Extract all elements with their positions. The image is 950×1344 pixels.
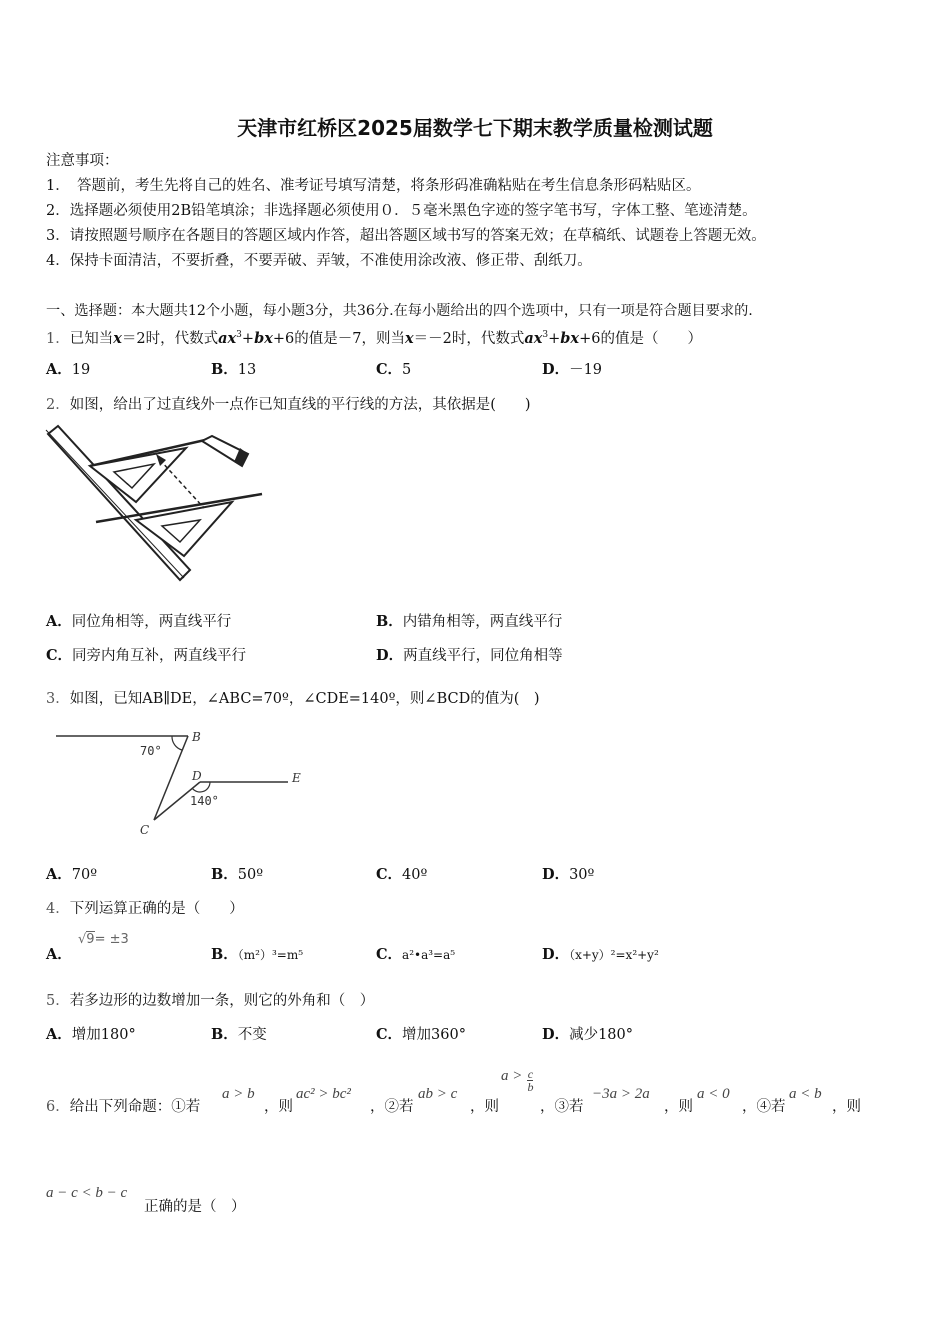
q6-text-3: ，②若 (370, 1099, 414, 1115)
q6-text-4: ，则 (470, 1099, 499, 1115)
notice-item-3: 3．请按照题号顺序在各题目的答题区域内作答，超出答题区域书写的答案无效；在草稿纸、试题卷上答题无效。 (46, 228, 766, 244)
question-4: 4．下列运算正确的是（ ） (46, 901, 244, 917)
q6-math-1: a > b (222, 1086, 255, 1102)
q6-math-3: ab > c (418, 1086, 458, 1102)
point-d-label: D (192, 769, 202, 783)
page-title: 天津市红桥区2025届数学七下期末教学质量检测试题 (237, 116, 713, 140)
q1-option-b[interactable]: B．13 (211, 361, 257, 378)
q6-math-6: a < 0 (697, 1086, 730, 1102)
q2-figure (44, 424, 266, 586)
q5-option-a[interactable]: A．增加180° (46, 1026, 136, 1043)
notice-item-2: 2．选择题必须使用2B铅笔填涂；非选择题必须使用０．５毫米黑色字迹的签字笔书写，字体工整、笔迹清楚。 (46, 203, 757, 219)
q3-option-a[interactable]: A．70º (46, 866, 98, 883)
q5-option-d[interactable]: D．减少180° (542, 1026, 634, 1043)
q1-option-a[interactable]: A．19 (46, 361, 91, 378)
q2-option-c[interactable]: C．同旁内角互补，两直线平行 (46, 647, 247, 664)
q4-option-b[interactable]: B．（m²）³=m⁵ (211, 946, 304, 963)
point-b-label: B (192, 730, 201, 744)
point-c-label: C (140, 823, 150, 837)
question-5: 5．若多边形的边数增加一条，则它的外角和（ ） (46, 993, 375, 1009)
q4-option-d[interactable]: D．（x+y）²=x²+y² (542, 946, 659, 963)
q6-text-1: 6．给出下列命题：①若 (46, 1099, 201, 1115)
question-1: 1．已知当x＝2时，代数式$ax^3+bx+6$的值是－7，则当x＝－2时，代数式$ax^3+bx+6$的值是（ ） (46, 329, 702, 347)
q6-math-5: −3a > 2a (592, 1086, 650, 1102)
q2-option-d[interactable]: D．两直线平行，同位角相等 (376, 647, 563, 664)
q6-text-8: ，则 (832, 1099, 861, 1115)
q4-option-c[interactable]: C．a²•a³=a⁵ (376, 946, 456, 963)
q4-option-a-math: √9= ±3 (78, 932, 129, 947)
q6-text-7: ，④若 (742, 1099, 786, 1115)
q3-option-d[interactable]: D．30º (542, 866, 595, 883)
top-triangle (90, 448, 186, 502)
angle-70-label: 70° (140, 744, 162, 758)
q5-option-c[interactable]: C．增加360° (376, 1026, 466, 1043)
angle-140-label: 140° (190, 794, 219, 808)
question-2: 2．如图，给出了过直线外一点作已知直线的平行线的方法，其依据是( ) (46, 397, 531, 413)
q5-option-b[interactable]: B．不变 (211, 1026, 267, 1043)
q6-text-9: 正确的是（ ） (144, 1199, 246, 1215)
q6-text-6: ，则 (664, 1099, 693, 1115)
q6-math-7: a < b (789, 1086, 822, 1102)
notice-item-4: 4．保持卡面清洁，不要折叠，不要弄破、弄皱，不准使用涂改液、修正带、刮纸刀。 (46, 253, 592, 269)
q1-option-c[interactable]: C．5 (376, 361, 412, 378)
q6-math-8: a − c < b − c (46, 1185, 128, 1201)
q1-option-d[interactable]: D．－19 (542, 361, 603, 378)
dashed-line (160, 460, 204, 508)
q2-option-a[interactable]: A．同位角相等，两直线平行 (46, 613, 232, 630)
q6-math-4: a > $\frac{c}{b}$ (501, 1067, 534, 1094)
point-e-label: E (292, 771, 301, 785)
section-heading: 一、选择题：本大题共12个小题，每小题3分，共36分.在每小题给出的四个选项中，只有一项是符合题目要求的. (46, 303, 753, 319)
q4-option-a[interactable]: A． (46, 946, 72, 963)
notice-heading: 注意事项： (46, 153, 119, 169)
q6-text-2: ，则 (264, 1099, 293, 1115)
q3-option-b[interactable]: B．50º (211, 866, 264, 883)
notice-item-1: 1． 答题前，考生先将自己的姓名、准考证号填写清楚，将条形码准确粘贴在考生信息条形码粘贴区。 (46, 178, 701, 194)
sqrt-icon: √ (78, 932, 87, 947)
angle-arc-b (172, 736, 182, 750)
q6-math-2: ac² > bc² (296, 1086, 351, 1102)
q3-option-c[interactable]: C．40º (376, 866, 428, 883)
q6-text-5: ，③若 (540, 1099, 584, 1115)
q3-figure (54, 724, 308, 840)
question-3: 3．如图，已知AB∥DE，∠ABC=70º，∠CDE=140º，则∠BCD的值为( ) (46, 691, 540, 707)
q2-option-b[interactable]: B．内错角相等，两直线平行 (376, 613, 563, 630)
